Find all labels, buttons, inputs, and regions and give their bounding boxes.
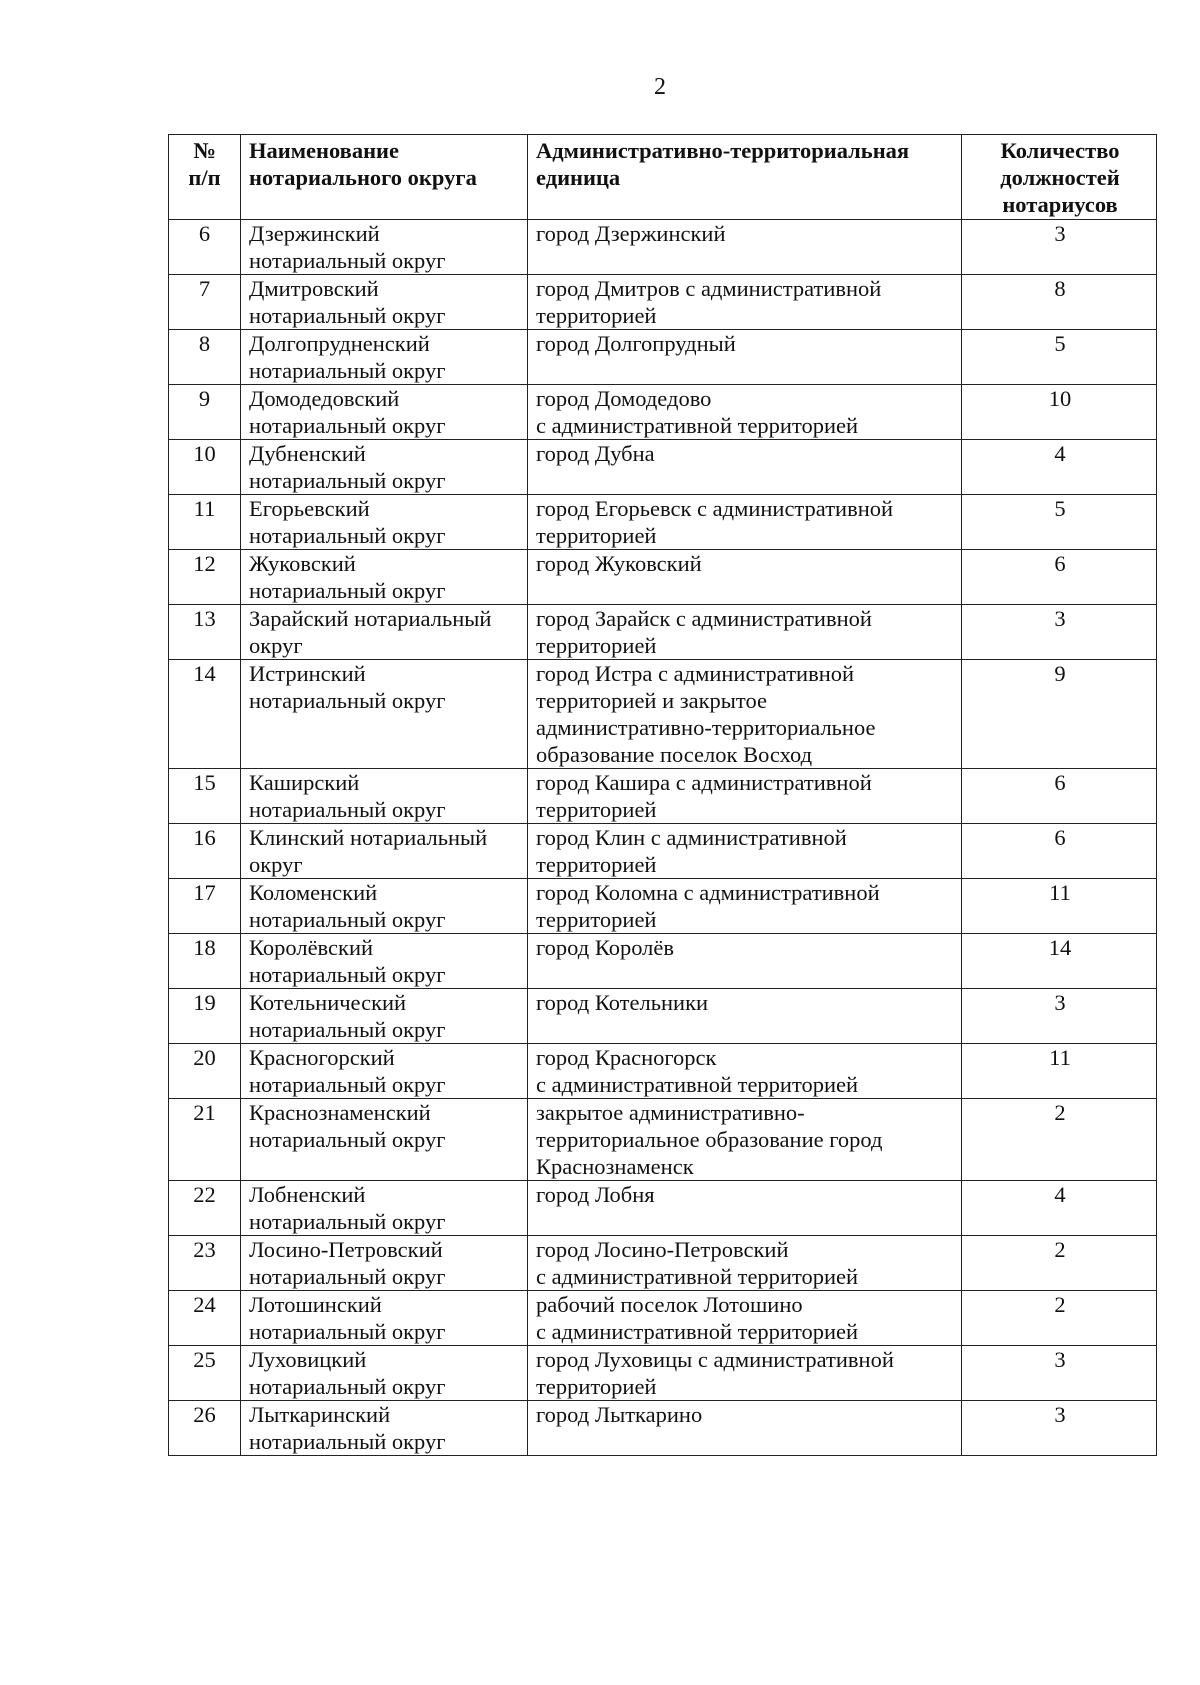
table-row: [169, 879, 1157, 934]
district-name: Красногорский нотариальный округ: [241, 1044, 528, 1099]
row-number: 19: [169, 989, 241, 1044]
admin-unit: город Коломна с административной территорией: [528, 879, 962, 934]
notary-count: 6: [962, 550, 1157, 605]
district-name: Истринский нотариальный округ: [241, 660, 528, 769]
district-name: Лотошинский нотариальный округ: [241, 1291, 528, 1346]
admin-unit: город Дмитров с административной территорией: [528, 275, 962, 330]
notary-count: 3: [962, 1346, 1157, 1401]
table-row: [169, 1401, 1157, 1456]
admin-unit: рабочий поселок Лотошино с административной территорией: [528, 1291, 962, 1346]
table-row: [169, 1044, 1157, 1099]
notary-count: 6: [962, 769, 1157, 824]
row-number: 13: [169, 605, 241, 660]
district-name: Луховицкий нотариальный округ: [241, 1346, 528, 1401]
admin-unit: город Котельники: [528, 989, 962, 1044]
notary-count: 2: [962, 1236, 1157, 1291]
admin-unit: город Жуковский: [528, 550, 962, 605]
notary-count: 6: [962, 824, 1157, 879]
row-number: 18: [169, 934, 241, 989]
row-number: 7: [169, 275, 241, 330]
district-name: Клинский нотариальный округ: [241, 824, 528, 879]
admin-unit: город Дзержинский: [528, 220, 962, 275]
table-row: [169, 934, 1157, 989]
district-name: Королёвский нотариальный округ: [241, 934, 528, 989]
notary-count: 9: [962, 660, 1157, 769]
row-number: 12: [169, 550, 241, 605]
admin-unit: город Домодедово с административной территорией: [528, 385, 962, 440]
admin-unit: город Зарайск с административной территорией: [528, 605, 962, 660]
notary-count: 3: [962, 989, 1157, 1044]
notary-count: 4: [962, 1181, 1157, 1236]
table-row: [169, 989, 1157, 1044]
notary-count: 5: [962, 330, 1157, 385]
table-row: [169, 385, 1157, 440]
table-row: [169, 550, 1157, 605]
notary-count: 3: [962, 220, 1157, 275]
district-name: Домодедовский нотариальный округ: [241, 385, 528, 440]
table-row: [169, 1236, 1157, 1291]
row-number: 11: [169, 495, 241, 550]
notary-count: 2: [962, 1099, 1157, 1181]
table-row: [169, 330, 1157, 385]
admin-unit: город Луховицы с административной территорией: [528, 1346, 962, 1401]
district-name: Долгопрудненский нотариальный округ: [241, 330, 528, 385]
notary-count: 10: [962, 385, 1157, 440]
district-name: Каширский нотариальный округ: [241, 769, 528, 824]
row-number: 20: [169, 1044, 241, 1099]
row-number: 25: [169, 1346, 241, 1401]
admin-unit: город Кашира с административной территорией: [528, 769, 962, 824]
table-body: [169, 220, 1157, 1456]
row-number: 17: [169, 879, 241, 934]
row-number: 26: [169, 1401, 241, 1456]
table-row: [169, 660, 1157, 769]
admin-unit: город Лобня: [528, 1181, 962, 1236]
table-row: [169, 824, 1157, 879]
notary-count: 3: [962, 1401, 1157, 1456]
header-district-name: Наименование нотариального округа: [241, 135, 528, 220]
district-name: Дубненский нотариальный округ: [241, 440, 528, 495]
admin-unit: город Дубна: [528, 440, 962, 495]
row-number: 9: [169, 385, 241, 440]
notary-count: 4: [962, 440, 1157, 495]
table-row: [169, 1099, 1157, 1181]
district-name: Дмитровский нотариальный округ: [241, 275, 528, 330]
header-notary-count: Количество должностей нотариусов: [962, 135, 1157, 220]
header-admin-unit: Административно-территориальная единица: [528, 135, 962, 220]
row-number: 24: [169, 1291, 241, 1346]
admin-unit: город Истра с административной территорией и закрытое административно-территориальное образование поселок Восход: [528, 660, 962, 769]
notary-count: 2: [962, 1291, 1157, 1346]
table-row: [169, 605, 1157, 660]
notary-count: 11: [962, 879, 1157, 934]
district-name: Лосино-Петровский нотариальный округ: [241, 1236, 528, 1291]
district-name: Егорьевский нотариальный округ: [241, 495, 528, 550]
row-number: 8: [169, 330, 241, 385]
district-name: Краснознаменский нотариальный округ: [241, 1099, 528, 1181]
admin-unit: город Королёв: [528, 934, 962, 989]
row-number: 22: [169, 1181, 241, 1236]
row-number: 10: [169, 440, 241, 495]
district-name: Коломенский нотариальный округ: [241, 879, 528, 934]
admin-unit: город Лосино-Петровский с административной территорией: [528, 1236, 962, 1291]
district-name: Жуковский нотариальный округ: [241, 550, 528, 605]
admin-unit: город Клин с административной территорией: [528, 824, 962, 879]
row-number: 23: [169, 1236, 241, 1291]
district-name: Котельнический нотариальный округ: [241, 989, 528, 1044]
row-number: 14: [169, 660, 241, 769]
row-number: 16: [169, 824, 241, 879]
row-number: 21: [169, 1099, 241, 1181]
admin-unit: город Долгопрудный: [528, 330, 962, 385]
header-num: № п/п: [169, 135, 241, 220]
table-row: [169, 1181, 1157, 1236]
notary-count: 3: [962, 605, 1157, 660]
row-number: 6: [169, 220, 241, 275]
table-row: [169, 275, 1157, 330]
table-row: [169, 769, 1157, 824]
district-name: Дзержинский нотариальный округ: [241, 220, 528, 275]
page-number: 2: [654, 74, 666, 100]
notary-count: 14: [962, 934, 1157, 989]
row-number: 15: [169, 769, 241, 824]
notary-count: 8: [962, 275, 1157, 330]
table-row: [169, 220, 1157, 275]
admin-unit: закрытое административно- территориальное образование город Краснознаменск: [528, 1099, 962, 1181]
district-name: Зарайский нотариальный округ: [241, 605, 528, 660]
district-name: Лобненский нотариальный округ: [241, 1181, 528, 1236]
table-row: [169, 1291, 1157, 1346]
notary-count: 11: [962, 1044, 1157, 1099]
table-row: [169, 1346, 1157, 1401]
table-header-row: [169, 135, 1157, 220]
table-row: [169, 440, 1157, 495]
notary-count: 5: [962, 495, 1157, 550]
admin-unit: город Красногорск с административной территорией: [528, 1044, 962, 1099]
district-name: Лыткаринский нотариальный округ: [241, 1401, 528, 1456]
table-row: [169, 495, 1157, 550]
admin-unit: город Егорьевск с административной территорией: [528, 495, 962, 550]
admin-unit: город Лыткарино: [528, 1401, 962, 1456]
notary-districts-table: [168, 134, 1157, 1456]
